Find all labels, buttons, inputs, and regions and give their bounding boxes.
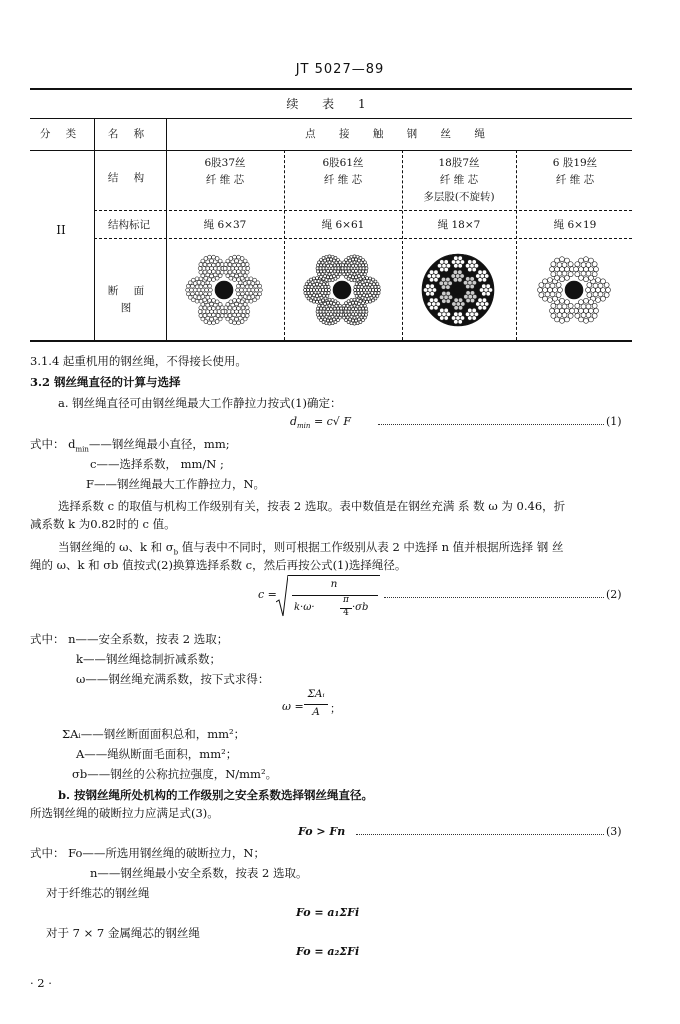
omega-equation-end: ； xyxy=(330,702,341,715)
equation-2-pi: π xyxy=(343,595,349,605)
equation-2-lhs: c = xyxy=(258,588,277,601)
where-2-sum-area: ΣAᵢ——钢丝断面面积总和，mm²； xyxy=(62,727,246,741)
equation-3: Fo > Fn xyxy=(298,825,346,838)
equation-1: $d_{min} = c√$ F xyxy=(290,415,351,431)
equation-2-numerator: n xyxy=(330,578,338,590)
table-bottom-rule xyxy=(30,340,632,342)
where-1-c: c——选择系数， mm/N ; xyxy=(90,457,224,471)
clause-3-1-4: 3.1.4 起重机用的钢丝绳，不得接长使用。 xyxy=(30,354,247,368)
equation-3-number: (3) xyxy=(606,825,622,838)
header-bottom-rule xyxy=(30,150,632,151)
where-1-d: 式中： $d_{min}——$钢丝绳最小直径，mm; xyxy=(30,437,230,454)
paragraph-1-line-2: 减系数 k 为0.82时的 c 值。 xyxy=(30,517,176,531)
where-2-area: A——绳纵断面毛面积，mm²； xyxy=(76,747,238,761)
sqrt-overline xyxy=(288,575,380,576)
metal-core-text: 对于 7 × 7 金属绳芯的钢丝绳 xyxy=(46,926,200,940)
where-2-n: 式中： n——安全系数，按表 2 选取； xyxy=(30,632,229,646)
sqrt-sign-icon xyxy=(276,574,288,618)
where-1-F: F——钢丝绳最大工作静拉力，N。 xyxy=(86,477,266,491)
mark-bottom-rule xyxy=(94,238,632,239)
rope-4-mark: 绳 6×19 xyxy=(553,219,597,231)
col-category-header: 分 类 xyxy=(39,128,83,140)
section-3-2-heading: 3.2 钢丝绳直径的计算与选择 xyxy=(30,375,181,389)
category-value: II xyxy=(56,223,66,237)
equation-2-number: (2) xyxy=(606,588,622,601)
rope-3-structure: 18股7丝 纤 维 芯 多层股(不旋转) xyxy=(423,157,495,203)
vline-1 xyxy=(94,118,95,340)
vline-2 xyxy=(166,118,167,340)
equation-metal-core: Fo = a₂ΣFi xyxy=(296,945,360,958)
omega-equation-denominator: A xyxy=(312,706,320,718)
vline-3 xyxy=(284,150,285,340)
omega-equation-bar xyxy=(304,704,328,705)
table-title: 续 表 1 xyxy=(286,97,376,111)
equation-1-number: (1) xyxy=(606,415,622,428)
rope-2-mark: 绳 6×61 xyxy=(321,219,365,231)
rope-1-mark: 绳 6×37 xyxy=(203,219,247,231)
item-b-text-2: 所选钢丝绳的破断拉力应满足式(3)。 xyxy=(30,806,219,820)
row-section-label: 断 面 图 xyxy=(107,285,151,314)
row-mark-label: 结构标记 xyxy=(108,219,150,231)
rope-3-mark: 绳 18×7 xyxy=(437,219,481,231)
where-3-Fo: 式中： Fo——所选用钢丝绳的破断拉力，N； xyxy=(30,846,265,860)
where-3-n: n——钢丝绳最小安全系数，按表 2 选取。 xyxy=(90,866,308,880)
document-code-header: JT 5027—89 xyxy=(295,62,385,77)
paragraph-1-line-1: 选择系数 c 的取值与机构工作级别有关，按表 2 选取。表中数值是在钢丝充满 系 数 ω 为 0.46，折 xyxy=(58,499,566,513)
rope-3-section-image xyxy=(418,250,498,330)
header-rule xyxy=(30,88,632,90)
rope-2-section-image xyxy=(302,250,382,330)
equation-1-leader xyxy=(378,415,604,428)
where-2-omega: ω——钢丝绳充满系数，按下式求得： xyxy=(76,672,270,686)
item-a-text: a. 钢丝绳直径可由钢丝绳最大工作静拉力按式(1)确定： xyxy=(58,396,342,410)
where-2-k: k——钢丝绳捻制折减系数； xyxy=(76,652,221,666)
rope-4-section-image xyxy=(534,250,614,330)
paragraph-2-line-1: 当钢丝绳的 ω、k 和 $\sigma_b$ 值与表中不同时，则可根据工作级别从表 2 中选择 n 值并根据所选择 钢 丝 xyxy=(58,540,564,557)
omega-equation-numerator: ΣAᵢ xyxy=(307,688,325,700)
equation-2-four: 4 xyxy=(343,608,349,618)
rope-4-structure: 6 股19丝 纤 维 芯 xyxy=(552,157,598,186)
vline-4 xyxy=(402,150,403,340)
equation-2-sigma: ·σb xyxy=(352,602,369,613)
rope-1-section-image xyxy=(184,250,264,330)
equation-2-fraction-bar xyxy=(292,595,378,596)
table-top-rule xyxy=(30,118,632,119)
page-number: · 2 · xyxy=(30,976,52,990)
equation-2-denominator: k·ω· xyxy=(294,602,315,613)
fiber-core-text: 对于纤维芯的钢丝绳 xyxy=(46,886,150,900)
vline-5 xyxy=(516,150,517,340)
paragraph-2-line-2: 绳的 ω、k 和 σb 值按式(2)换算选择系数 c，然后再按公式(1)选择绳径。 xyxy=(30,558,407,572)
rope-1-structure: 6股37丝 纤 维 芯 xyxy=(204,157,246,186)
equation-2-leader xyxy=(384,588,604,601)
group-title: 点 接 触 钢 丝 绳 xyxy=(305,128,495,140)
equation-fiber-core: Fo = a₁ΣFi xyxy=(296,906,360,919)
where-2-sigma-b: σb——钢丝的公称抗拉强度，N/mm²。 xyxy=(72,767,278,781)
col-name-header: 名 称 xyxy=(107,128,151,140)
item-b-text: b. 按钢丝绳所处机构的工作级别之安全系数选择钢丝绳直径。 xyxy=(58,788,374,802)
row-structure-label: 结 构 xyxy=(107,172,151,184)
rope-2-structure: 6股61丝 纤 维 芯 xyxy=(322,157,364,186)
omega-equation-lhs: ω = xyxy=(282,700,304,713)
equation-3-leader xyxy=(356,825,604,838)
structure-bottom-rule xyxy=(94,210,632,211)
